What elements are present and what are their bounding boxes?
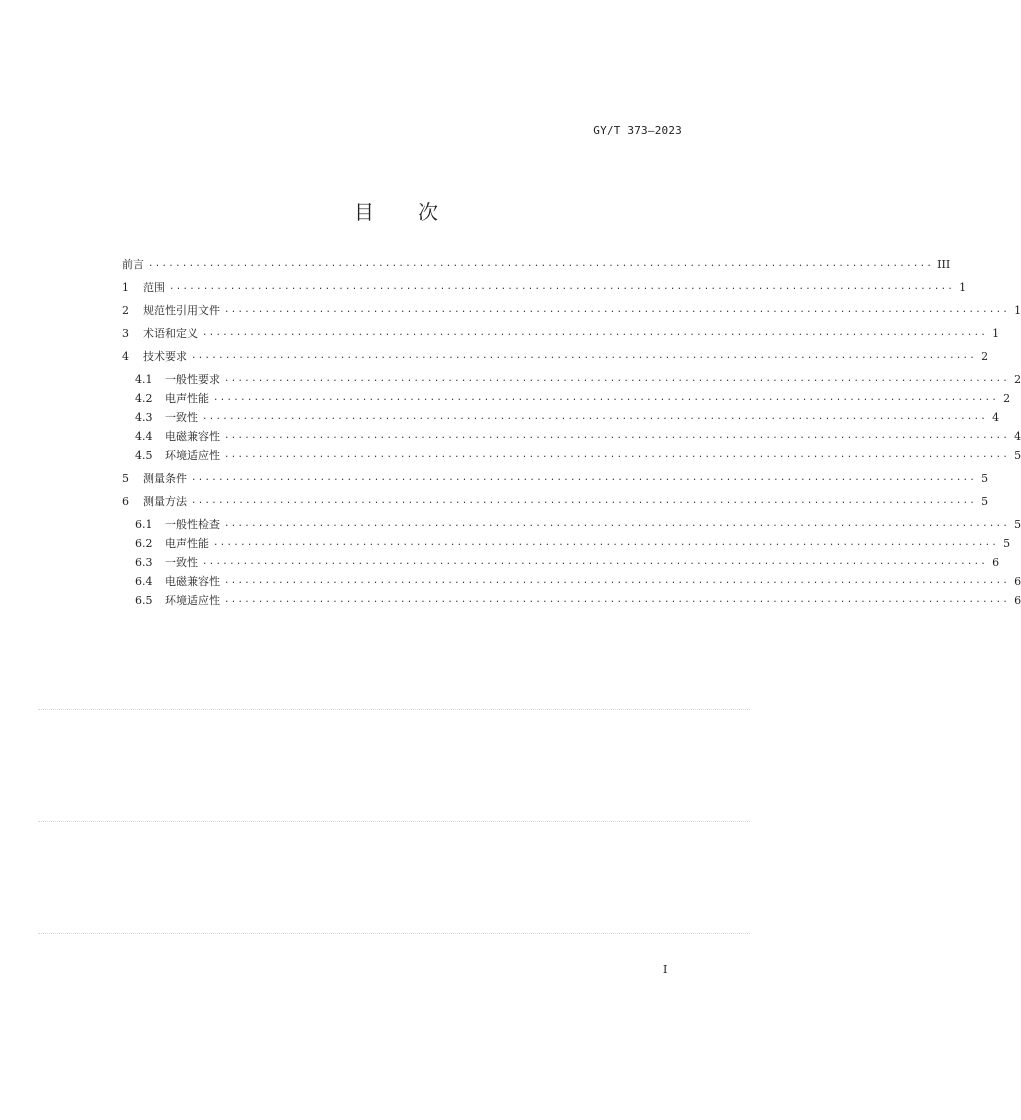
toc-leader: .................................................................................................................... — [191, 351, 977, 361]
page-title — [0, 196, 792, 225]
toc-number: 4.1 — [135, 372, 153, 386]
toc-page-number: 5 — [1014, 517, 1021, 531]
toc-page-number: 5 — [1003, 536, 1011, 550]
toc-entry-3[interactable] — [122, 325, 1000, 341]
toc-label: 电磁兼容性 — [165, 430, 220, 443]
toc-label: 电声性能 — [165, 537, 209, 550]
toc-entry-foreword[interactable] — [122, 256, 951, 272]
toc-page-number: III — [937, 257, 951, 271]
toc-entry-5[interactable] — [122, 470, 989, 486]
toc-entry-4[interactable] — [122, 348, 989, 364]
toc-leader: .................................................................................................................... — [202, 412, 988, 422]
toc-label: 范围 — [143, 281, 165, 294]
toc-page-number: 2 — [981, 349, 989, 363]
toc-leader: .................................................................................................................... — [224, 374, 1010, 384]
toc-leader: .................................................................................................................... — [202, 557, 988, 567]
toc-entry-6-4[interactable] — [135, 573, 1021, 589]
toc-number: 5 — [122, 471, 129, 485]
toc-leader: .................................................................................................................... — [191, 496, 977, 506]
toc-entry-6-3[interactable] — [135, 554, 1000, 570]
toc-label: 规范性引用文件 — [143, 304, 220, 317]
dotted-separator — [38, 933, 750, 934]
toc-label: 环境适应性 — [165, 594, 220, 607]
toc-entry-2[interactable] — [122, 302, 1021, 318]
toc-number: 4.5 — [135, 448, 153, 462]
toc-number: 1 — [122, 280, 129, 294]
toc-leader: .................................................................................................................... — [213, 393, 999, 403]
dotted-separator — [38, 821, 750, 822]
toc-label: 一般性检查 — [165, 518, 220, 531]
toc-entry-1[interactable] — [122, 279, 967, 295]
toc-label: 术语和定义 — [143, 327, 198, 340]
toc-entry-4-1[interactable] — [135, 371, 1021, 387]
toc-label: 一致性 — [165, 556, 198, 569]
toc-page-number: 6 — [1014, 593, 1021, 607]
toc-label: 电声性能 — [165, 392, 209, 405]
toc-number: 4.3 — [135, 410, 153, 424]
toc-leader: .................................................................................................................... — [213, 538, 999, 548]
toc-entry-4-4[interactable] — [135, 428, 1021, 444]
toc-label: 前言 — [122, 258, 144, 271]
toc-label: 测量条件 — [143, 472, 187, 485]
toc-number: 4.4 — [135, 429, 153, 443]
toc-entry-6-1[interactable] — [135, 516, 1021, 532]
toc-entry-6[interactable] — [122, 493, 989, 509]
toc-entry-4-3[interactable] — [135, 409, 1000, 425]
toc-number: 3 — [122, 326, 129, 340]
toc-leader: .................................................................................................................... — [224, 519, 1010, 529]
toc-leader: .................................................................................................................... — [191, 473, 977, 483]
page-number: I — [663, 963, 668, 976]
toc-leader: .................................................................................................................... — [224, 595, 1010, 605]
standard-code: GY/T 373—2023 — [593, 124, 682, 137]
toc-leader: .................................................................................................................... — [224, 576, 1010, 586]
toc-entry-6-2[interactable] — [135, 535, 1011, 551]
toc-number: 4 — [122, 349, 129, 363]
toc-leader: .................................................................................................................... — [169, 282, 955, 292]
toc-page-number: 4 — [992, 410, 1000, 424]
toc-page-number: 6 — [1014, 574, 1021, 588]
toc-page-number: 1 — [959, 280, 967, 294]
toc-label: 一致性 — [165, 411, 198, 424]
toc-page-number: 5 — [981, 494, 989, 508]
toc-entry-4-2[interactable] — [135, 390, 1011, 406]
toc-page-number: 1 — [1014, 303, 1021, 317]
toc-entry-4-5[interactable] — [135, 447, 1021, 463]
toc-page-number: 5 — [981, 471, 989, 485]
toc-number: 6.4 — [135, 574, 153, 588]
toc-leader: .................................................................................................................... — [202, 328, 988, 338]
toc-page-number: 2 — [1014, 372, 1021, 386]
toc-page-number: 1 — [992, 326, 1000, 340]
toc-leader: .................................................................................................................... — [224, 431, 1010, 441]
toc-label: 一般性要求 — [165, 373, 220, 386]
toc-label: 技术要求 — [143, 350, 187, 363]
toc-leader: .................................................................................................................... — [148, 259, 934, 269]
toc-leader: .................................................................................................................... — [224, 450, 1010, 460]
toc-number: 6.2 — [135, 536, 153, 550]
dotted-separator — [38, 709, 750, 710]
toc-number: 2 — [122, 303, 129, 317]
toc-number: 6.3 — [135, 555, 153, 569]
toc-page-number: 4 — [1014, 429, 1021, 443]
toc-label: 环境适应性 — [165, 449, 220, 462]
toc-number: 6.5 — [135, 593, 153, 607]
toc-number: 4.2 — [135, 391, 153, 405]
toc-entry-6-5[interactable] — [135, 592, 1021, 608]
toc-page-number: 6 — [992, 555, 1000, 569]
toc-leader: .................................................................................................................... — [224, 305, 1010, 315]
toc-label: 测量方法 — [143, 495, 187, 508]
toc-page-number: 2 — [1003, 391, 1011, 405]
toc-number: 6 — [122, 494, 129, 508]
toc-page-number: 5 — [1014, 448, 1021, 462]
title-char-1: 目 — [354, 200, 374, 224]
toc-label: 电磁兼容性 — [165, 575, 220, 588]
title-char-2: 次 — [418, 200, 438, 224]
toc-number: 6.1 — [135, 517, 153, 531]
